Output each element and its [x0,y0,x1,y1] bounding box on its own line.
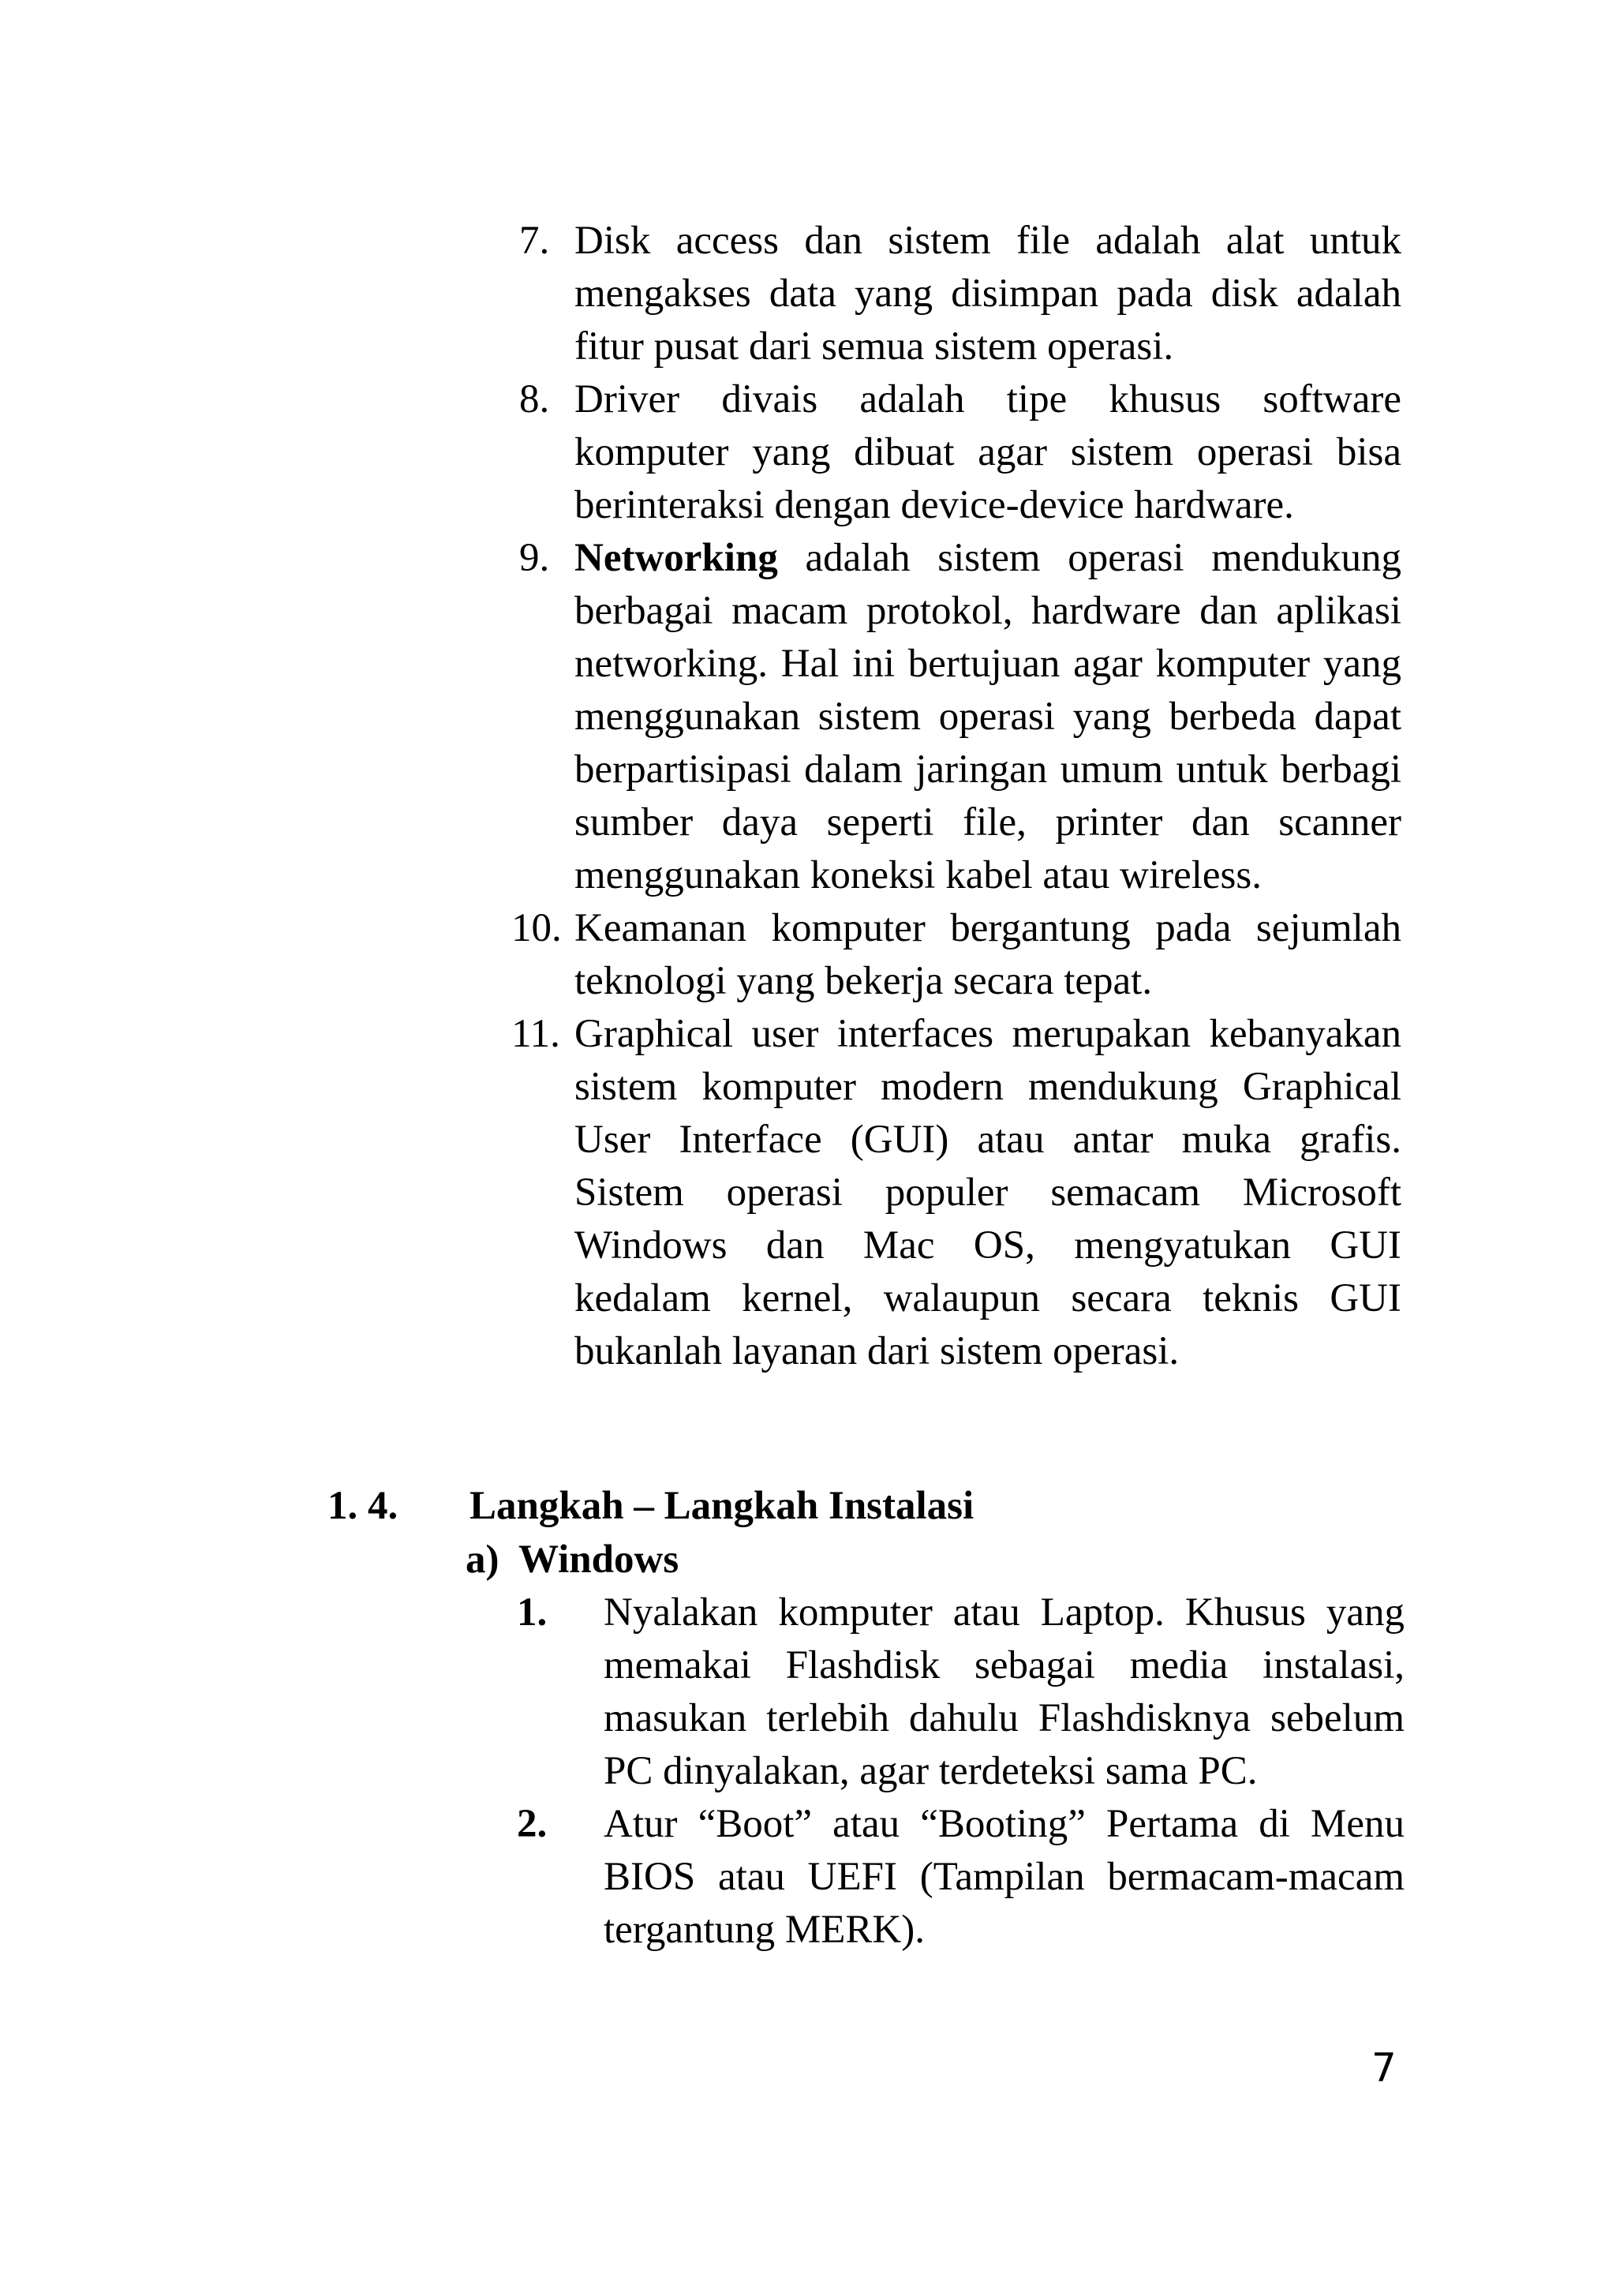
list-item [517,1798,1405,1957]
list-item-text: Nyalakan komputer atau Laptop. Khusus yang memakai Flashdisk sebagai media instalasi, masukan terlebih dahulu Flashdisknya sebelum PC dinyalakan, agar terdeteksi sama PC. [604,1590,1405,1793]
list-item-text: Disk access dan sistem file adalah alat untuk mengakses data yang disimpan pada disk adalah fitur pusat dari semua sistem operasi. [574,219,1401,369]
list-item [511,215,1401,373]
list-item-number: 11. [511,1012,560,1056]
list-item-text: Atur “Boot” atau “Booting” Pertama di Menu BIOS atau UEFI (Tampilan bermacam-macam tergantung MERK). [604,1802,1405,1952]
list-item-number: 9. [519,536,550,580]
section-title: Langkah – Langkah Instalasi [469,1484,974,1528]
list-item-number: 1. [517,1590,548,1635]
section-number: 1. 4. [327,1484,398,1528]
list-item-number: 2. [517,1802,548,1846]
list-item-text [574,532,1401,902]
subsection-heading: a) Windows [466,1538,679,1582]
list-item-rest: adalah sistem operasi mendukung berbagai macam protokol, hardware dan aplikasi networking. Hal ini bertujuan agar komputer yang menggunakan sistem operasi yang berbeda dapat berpartisipasi dalam jaringan umum untuk berbagi sumber daya seperti file, printer dan scanner menggunakan koneksi kabel atau wireless. [574,536,1401,897]
list-item-text: Keamanan komputer bergantung pada sejumlah teknologi yang bekerja secara tepat. [574,906,1401,1003]
list-item [511,532,1401,902]
list-item-text: Graphical user interfaces merupakan kebanyakan sistem komputer modern mendukung Graphical User Interface (GUI) atau antar muka grafis. Sistem operasi populer semacam Microsoft Windows dan Mac OS, mengyatukan GUI kedalam kernel, walaupun secara teknis GUI bukanlah layanan dari sistem operasi. [574,1012,1401,1373]
list-item-number: 7. [519,219,550,263]
list-item [511,902,1401,1008]
list-item-number: 10. [511,906,562,950]
numbered-list-features [511,215,1401,1378]
page-number: 7 [1371,2045,1397,2091]
list-item [517,1586,1405,1798]
list-item [511,1008,1401,1378]
list-item [511,373,1401,532]
list-item-text: Driver divais adalah tipe khusus software komputer yang dibuat agar sistem operasi bisa berinteraksi dengan device-device hardware. [574,377,1401,527]
list-item-bold-term: Networking [574,536,778,580]
numbered-list-install-steps [517,1586,1405,1957]
list-item-number: 8. [519,377,550,421]
